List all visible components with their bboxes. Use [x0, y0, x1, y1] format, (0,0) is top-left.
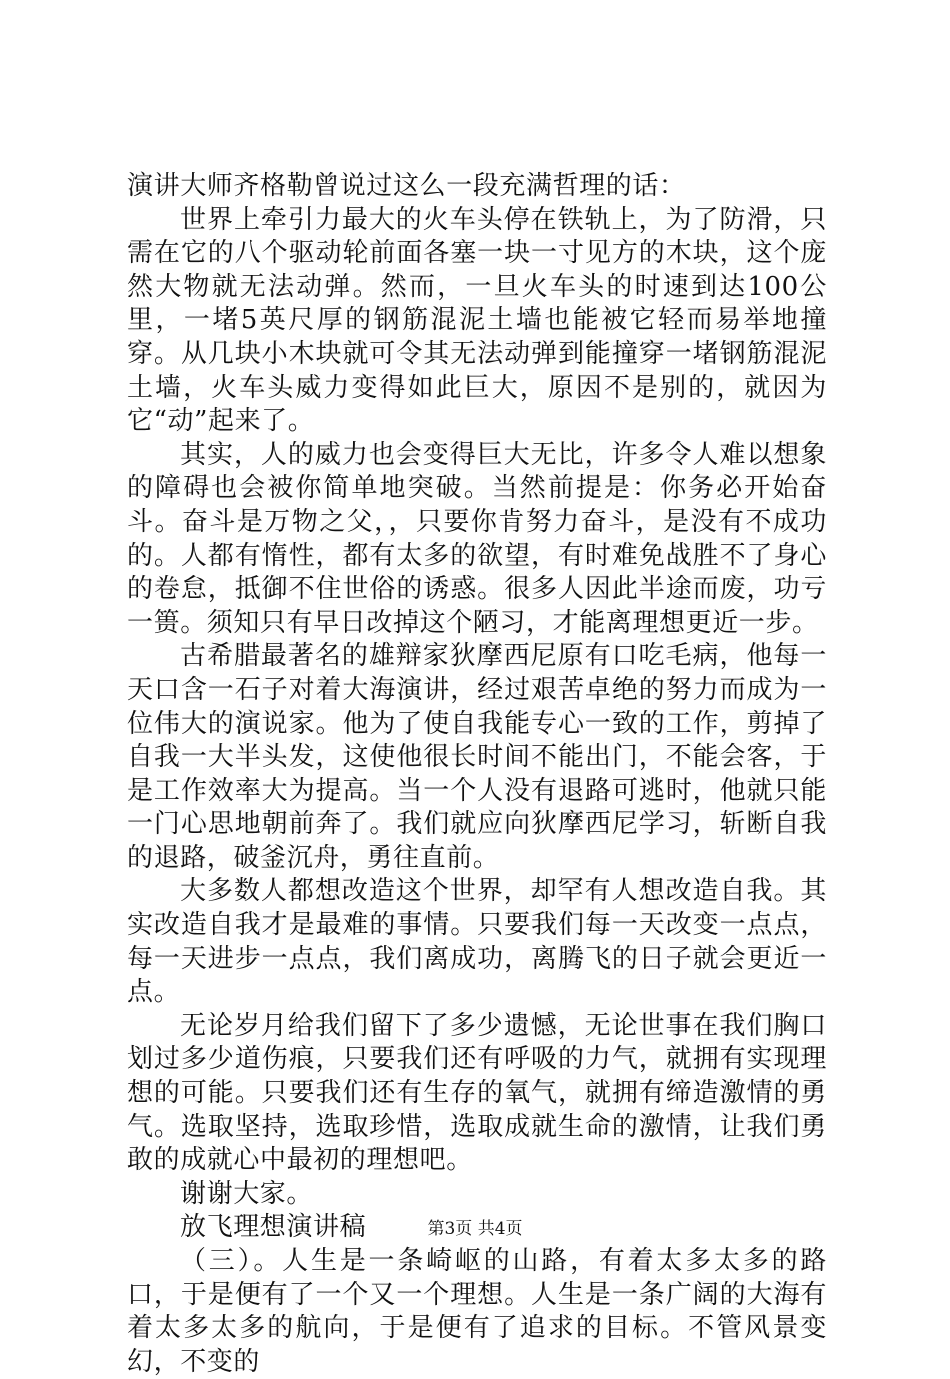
paragraph-ideals: 无论岁月给我们留下了多少遗憾，无论世事在我们胸口划过多少道伤痕，只要我们还有呼吸的力气，就拥有实现理想的可能。只要我们还有生存的氧气，就拥有缔造激情的勇气。选取坚持，选取珍惜，选取成就生命的激情，让我们勇敢的成就心中最初的理想吧。: [127, 1010, 827, 1176]
page-number: 第3页 共4页: [427, 1219, 523, 1239]
paragraph-struggle: 其实，人的威力也会变得巨大无比，许多令人难以想象的障碍也会被你简单地突破。当然前提是：你务必开始奋斗。奋斗是万物之父，，只要你肯努力奋斗，是没有不成功的。人都有惰性，都有太多的欲望，有时难免战胜不了身心的卷怠，抵御不住世俗的诱惑。很多人因此半途而废，功亏一篑。须知只有早日改掉这个陋习，才能离理想更近一步。: [127, 439, 827, 638]
paragraph-change-self: 大多数人都想改造这个世界，却罕有人想改造自我。其实改造自我才是最难的事情。只要我们每一天改变一点点，每一天进步一点点，我们离成功，离腾飞的日子就会更近一点。: [127, 876, 827, 1008]
paragraph-part-three: （三）。人生是一条崎岖的山路，有着太多太多的路口，于是便有了一个又一个理想。人生是一条广阔的大海有着太多太多的航向，于是便有了追求的目标。不管风景变幻，不变的: [127, 1246, 827, 1377]
section-title: 放飞理想演讲稿: [180, 1212, 367, 1243]
paragraph-locomotive: 世界上牵引力最大的火车头停在铁轨上，为了防滑，只需在它的八个驱动轮前面各塞一块一寸见方的木块，这个庞然大物就无法动弹。然而，一旦火车头的时速到达100公里，一堵5英尺厚的钢筋混泥土墙也能被它轻而易举地撞穿。从几块小木块就可令其无法动弹到能撞穿一堵钢筋混泥土墙，火车头威力变得如此巨大，原因不是别的，就因为它“动”起来了。: [127, 204, 827, 437]
paragraph-intro: 演讲大师齐格勒曾说过这么一段充满哲理的话：: [127, 171, 686, 201]
document-body: [127, 170, 827, 1379]
paragraph-thanks: 谢谢大家。: [180, 1178, 314, 1209]
paragraph-demosthenes: 古希腊最著名的雄辩家狄摩西尼原有口吃毛病，他每一天口含一石子对着大海演讲，经过艰苦卓绝的努力而成为一位伟大的演说家。他为了使自我能专心一致的工作，剪掉了自我一大半头发，这使他很长时间不能出门，不能会客，于是工作效率大为提高。当一个人没有退路可逃时，他就只能一门心思地朝前奔了。我们就应向狄摩西尼学习，斩断自我的退路，破釜沉舟，勇往直前。: [127, 641, 827, 873]
